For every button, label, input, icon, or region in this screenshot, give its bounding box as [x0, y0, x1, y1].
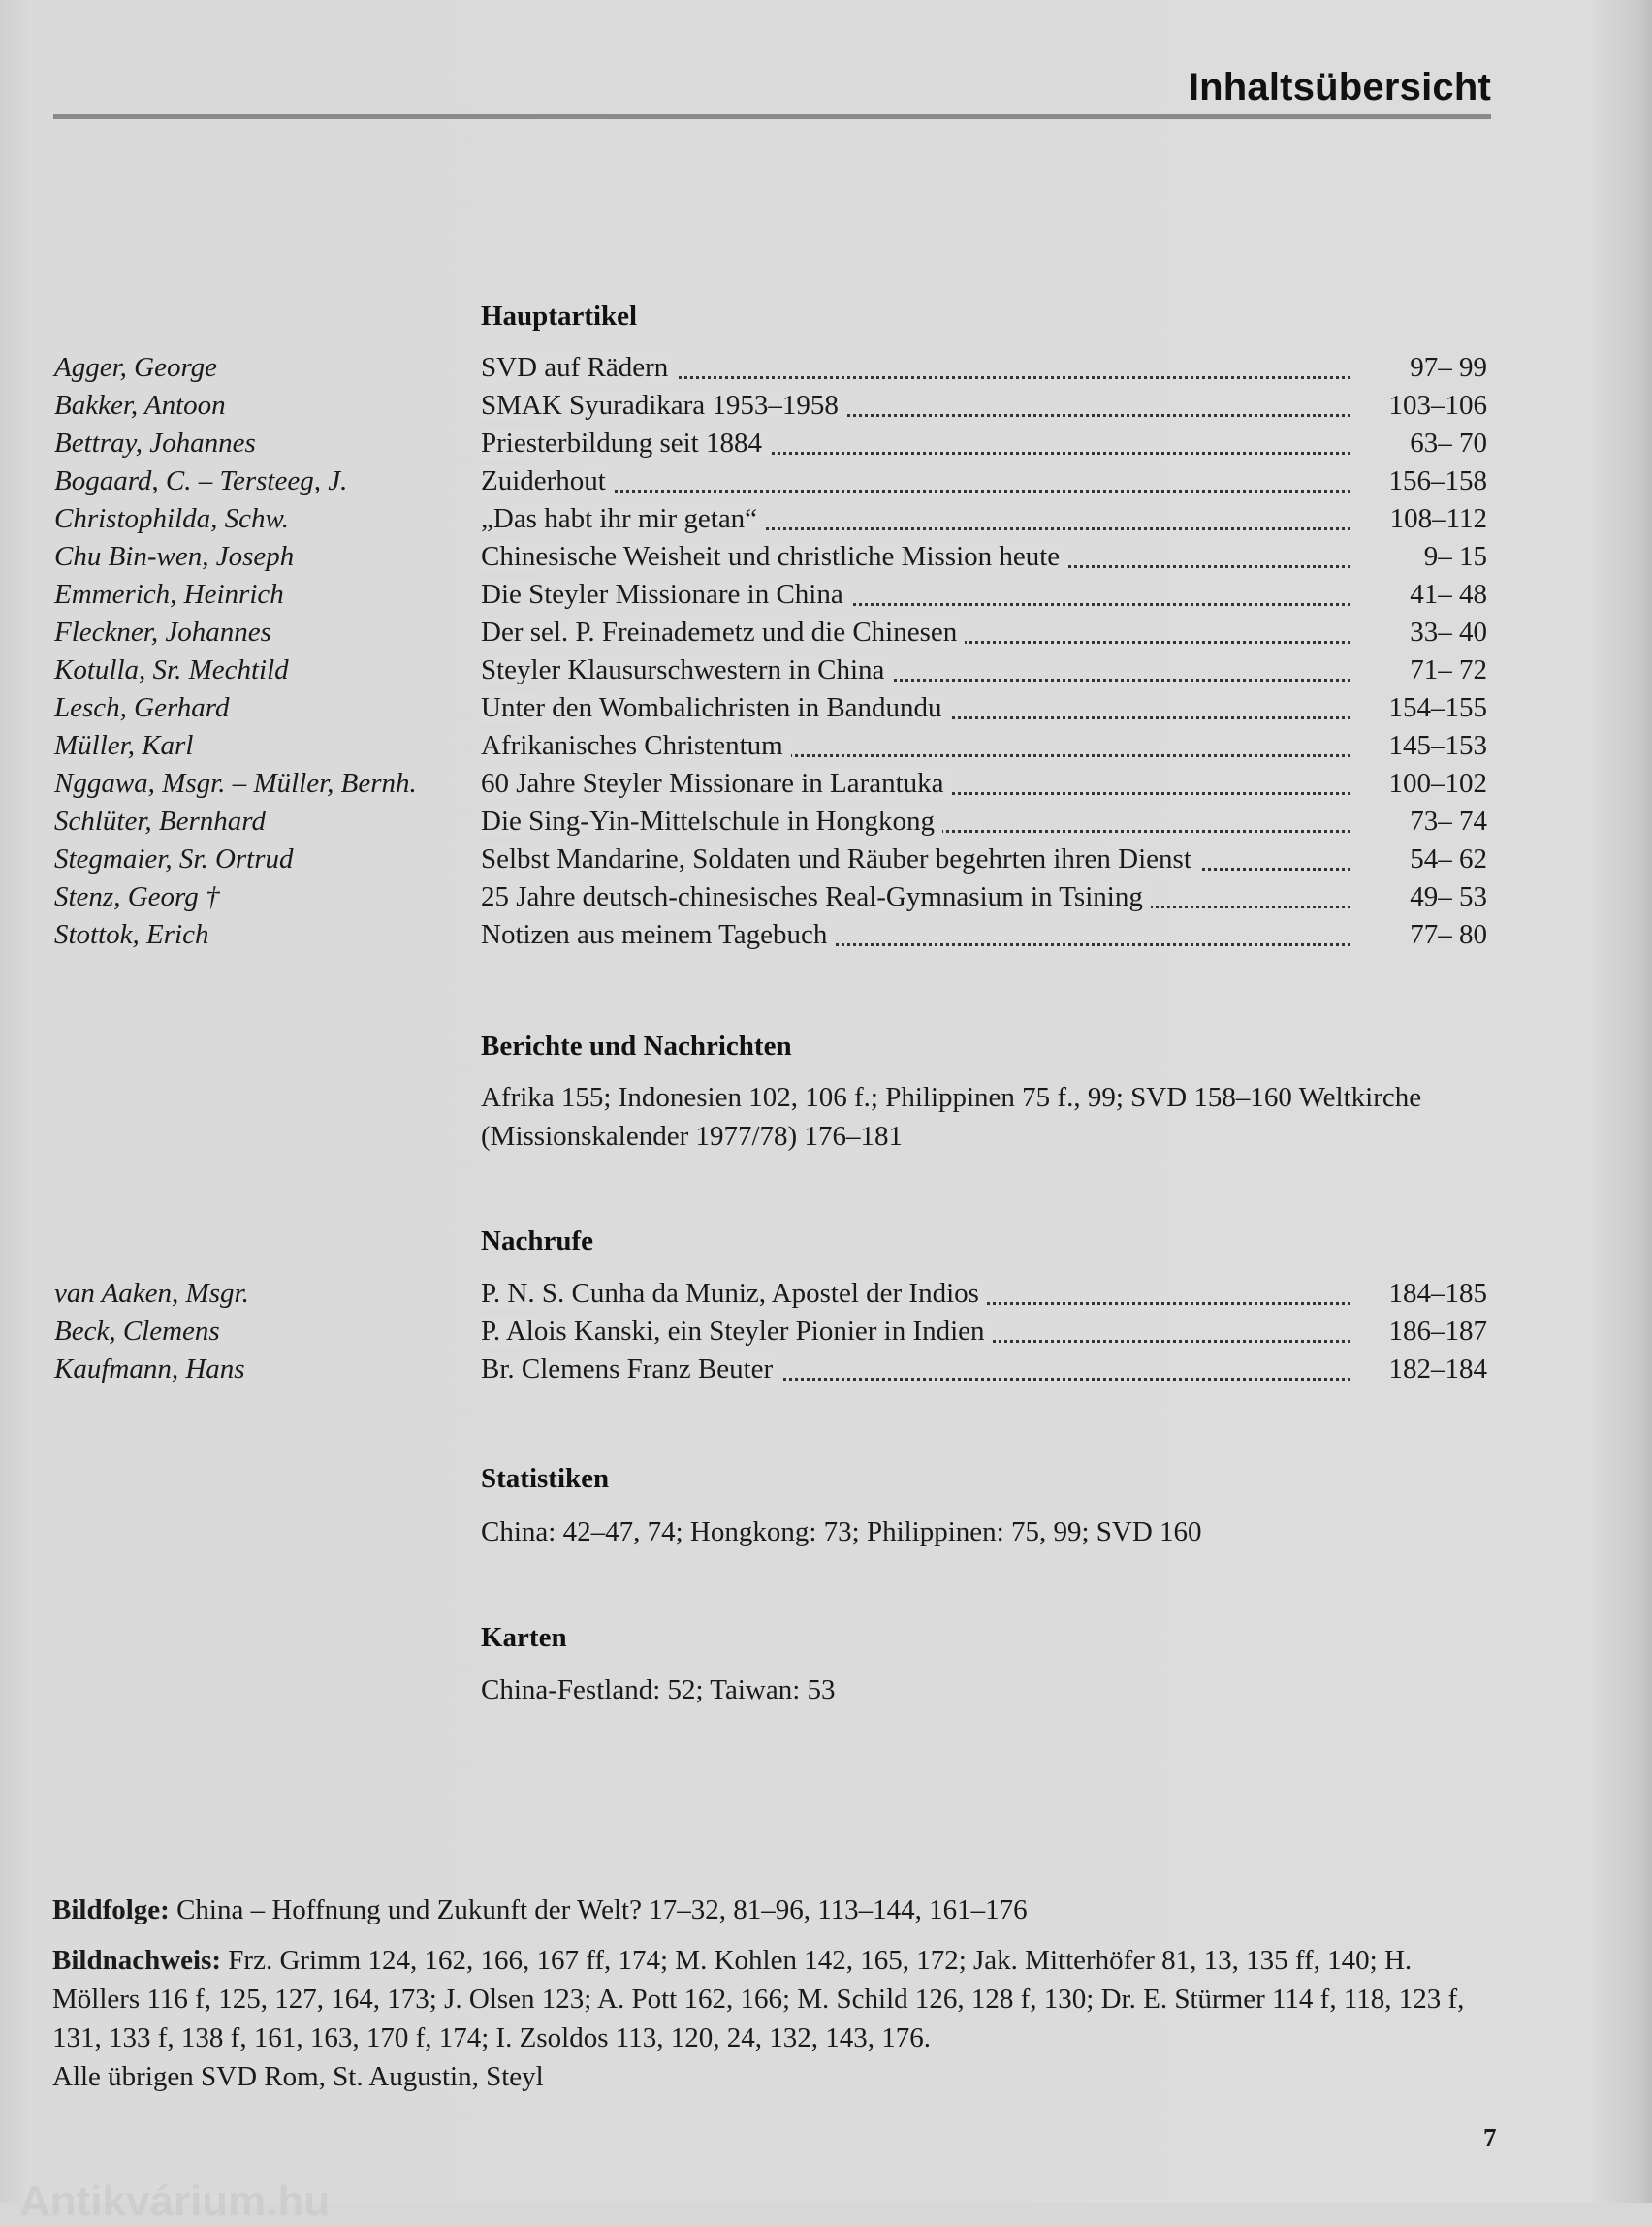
toc-author: Bogaard, C. – Tersteeg, J.: [54, 465, 348, 496]
bildfolge-label: Bildfolge:: [52, 1894, 170, 1925]
toc-title: SMAK Syuradikara 1953–1958: [481, 390, 846, 421]
bildfolge-line: [52, 1891, 1497, 1929]
toc-row: [0, 915, 1652, 954]
toc-row: [0, 348, 1652, 387]
toc-pages: 33– 40: [1410, 617, 1487, 648]
toc-title-container: [481, 1274, 1350, 1313]
toc-title: Afrikanisches Christentum: [481, 730, 791, 761]
alle-uebrigen-text: Alle übrigen SVD Rom, St. Augustin, Steyl: [52, 2061, 544, 2092]
toc-title-container: [481, 1350, 1350, 1388]
section-heading-statistiken: Statistiken: [481, 1463, 610, 1494]
toc-author: van Aaken, Msgr.: [54, 1278, 249, 1309]
statistiken-text: China: 42–47, 74; Hongkong: 73; Philippinen: 75, 99; SVD 160: [481, 1516, 1202, 1547]
toc-author: Kotulla, Sr. Mechtild: [54, 654, 289, 685]
bildnachweis-label: Bildnachweis:: [52, 1945, 222, 1976]
toc-author: Lesch, Gerhard: [54, 692, 230, 723]
toc-title-container: [481, 840, 1350, 878]
berichte-text: Afrika 155; Indonesien 102, 106 f.; Philippinen 75 f., 99; SVD 158–160 Weltkirche (Missionskalender 1977/78) 176–181: [481, 1082, 1422, 1152]
toc-title: SVD auf Rädern: [481, 352, 676, 383]
toc-row: [0, 1312, 1652, 1351]
toc-title: „Das habt ihr mir getan“: [481, 503, 765, 534]
toc-row: [0, 1350, 1652, 1388]
toc-row: [0, 764, 1652, 803]
toc-author: Chu Bin-wen, Joseph: [54, 541, 295, 572]
page-title: Inhaltsübersicht: [1188, 66, 1491, 109]
toc-row: [0, 499, 1652, 538]
toc-pages: 154–155: [1388, 692, 1487, 723]
toc-pages: 77– 80: [1410, 919, 1487, 950]
toc-title: Unter den Wombalichristen in Bandundu: [481, 692, 950, 723]
toc-pages: 186–187: [1388, 1316, 1487, 1347]
toc-title-container: [481, 386, 1350, 425]
toc-title-container: [481, 726, 1350, 765]
toc-title: Chinesische Weisheit und christliche Mission heute: [481, 541, 1067, 572]
toc-title-container: [481, 575, 1350, 614]
toc-title-container: [481, 1312, 1350, 1351]
toc-title-container: [481, 802, 1350, 841]
toc-row: [0, 386, 1652, 425]
toc-title-container: [481, 537, 1350, 576]
toc-pages: 41– 48: [1410, 579, 1487, 610]
toc-pages: 49– 53: [1410, 881, 1487, 912]
bildnachweis-text: Frz. Grimm 124, 162, 166, 167 ff, 174; M. Kohlen 142, 165, 172; Jak. Mitterhöfer 81, 13, 135 ff, 140; H. Möllers 116 f, 125, 127, 164, 173; J. Olsen 123; A. Pott 162, 166; M. Schild 126, 128 f, 130; Dr. E. Stürmer 114 f, 118, 123 f, 131, 133 f, 138 f, 161, 163, 170 f, 174; I. Zsoldos 113, 120, 24, 132, 143, 176.: [52, 1945, 1465, 2053]
toc-row: [0, 424, 1652, 462]
toc-pages: 182–184: [1388, 1353, 1487, 1384]
toc-pages: 97– 99: [1410, 352, 1487, 383]
toc-author: Christophilda, Schw.: [54, 503, 289, 534]
toc-title: Die Sing-Yin-Mittelschule in Hongkong: [481, 806, 942, 837]
toc-author: Agger, George: [54, 352, 218, 383]
toc-title-container: [481, 424, 1350, 462]
page-number: 7: [1483, 2123, 1497, 2152]
toc-pages: 184–185: [1388, 1278, 1487, 1309]
toc-title: Der sel. P. Freinademetz und die Chinesen: [481, 617, 965, 648]
toc-title: Selbst Mandarine, Soldaten und Räuber begehrten ihren Dienst: [481, 843, 1199, 874]
section-heading-nachrufe: Nachrufe: [481, 1225, 593, 1256]
toc-pages: 9– 15: [1423, 541, 1487, 572]
toc-author: Kaufmann, Hans: [54, 1353, 245, 1384]
toc-title: Br. Clemens Franz Beuter: [481, 1353, 780, 1384]
toc-title: 25 Jahre deutsch-chinesisches Real-Gymnasium in Tsining: [481, 881, 1151, 912]
toc-title-container: [481, 688, 1350, 727]
section-heading-karten: Karten: [481, 1622, 567, 1653]
toc-pages: 156–158: [1388, 465, 1487, 496]
toc-title-container: [481, 764, 1350, 803]
toc-title: Zuiderhout: [481, 465, 614, 496]
toc-row: [0, 877, 1652, 916]
toc-author: Bakker, Antoon: [54, 390, 226, 421]
toc-title: Steyler Klausurschwestern in China: [481, 654, 892, 685]
toc-row: [0, 575, 1652, 614]
karten-text: China-Festland: 52; Taiwan: 53: [481, 1674, 836, 1705]
section-heading-hauptartikel: Hauptartikel: [481, 301, 638, 332]
toc-author: Stottok, Erich: [54, 919, 209, 950]
toc-pages: 63– 70: [1410, 428, 1487, 459]
toc-title-container: [481, 499, 1350, 538]
toc-row: [0, 537, 1652, 576]
toc-author: Schlüter, Bernhard: [54, 806, 267, 837]
toc-title-container: [481, 651, 1350, 689]
toc-title-container: [481, 348, 1350, 387]
toc-pages: 103–106: [1388, 390, 1487, 421]
toc-row: [0, 802, 1652, 841]
header-rule: [53, 114, 1491, 119]
toc-row: [0, 840, 1652, 878]
toc-pages: 100–102: [1388, 768, 1487, 799]
toc-author: Bettray, Johannes: [54, 428, 256, 459]
toc-pages: 73– 74: [1410, 806, 1487, 837]
toc-pages: 145–153: [1388, 730, 1487, 761]
toc-row: [0, 688, 1652, 727]
toc-author: Beck, Clemens: [54, 1316, 220, 1347]
toc-title: Notizen aus meinem Tagebuch: [481, 919, 835, 950]
toc-title-container: [481, 915, 1350, 954]
toc-row: [0, 651, 1652, 689]
bildfolge-text: China – Hoffnung und Zukunft der Welt? 17–32, 81–96, 113–144, 161–176: [176, 1894, 1028, 1925]
toc-author: Stenz, Georg †: [54, 881, 220, 912]
toc-row: [0, 613, 1652, 652]
toc-row: [0, 726, 1652, 765]
toc-title-container: [481, 877, 1350, 916]
toc-title: P. Alois Kanski, ein Steyler Pionier in Indien: [481, 1316, 993, 1347]
toc-title-container: [481, 613, 1350, 652]
bildnachweis-paragraph: [52, 1941, 1497, 2096]
toc-title: 60 Jahre Steyler Missionare in Larantuka: [481, 768, 952, 799]
watermark: Antikvárium.hu: [19, 2178, 331, 2225]
toc-row: [0, 461, 1652, 500]
toc-author: Stegmaier, Sr. Ortrud: [54, 843, 294, 874]
toc-pages: 108–112: [1389, 503, 1487, 534]
toc-title: Die Steyler Missionare in China: [481, 579, 851, 610]
toc-title-container: [481, 461, 1350, 500]
toc-row: [0, 1274, 1652, 1313]
toc-author: Emmerich, Heinrich: [54, 579, 284, 610]
toc-title: Priesterbildung seit 1884: [481, 428, 770, 459]
toc-pages: 71– 72: [1410, 654, 1487, 685]
toc-author: Fleckner, Johannes: [54, 617, 271, 648]
toc-title: P. N. S. Cunha da Muniz, Apostel der Indios: [481, 1278, 987, 1309]
toc-author: Nggawa, Msgr. – Müller, Bernh.: [54, 768, 417, 799]
section-heading-berichte: Berichte und Nachrichten: [481, 1031, 792, 1062]
toc-pages: 54– 62: [1410, 843, 1487, 874]
toc-author: Müller, Karl: [54, 730, 194, 761]
